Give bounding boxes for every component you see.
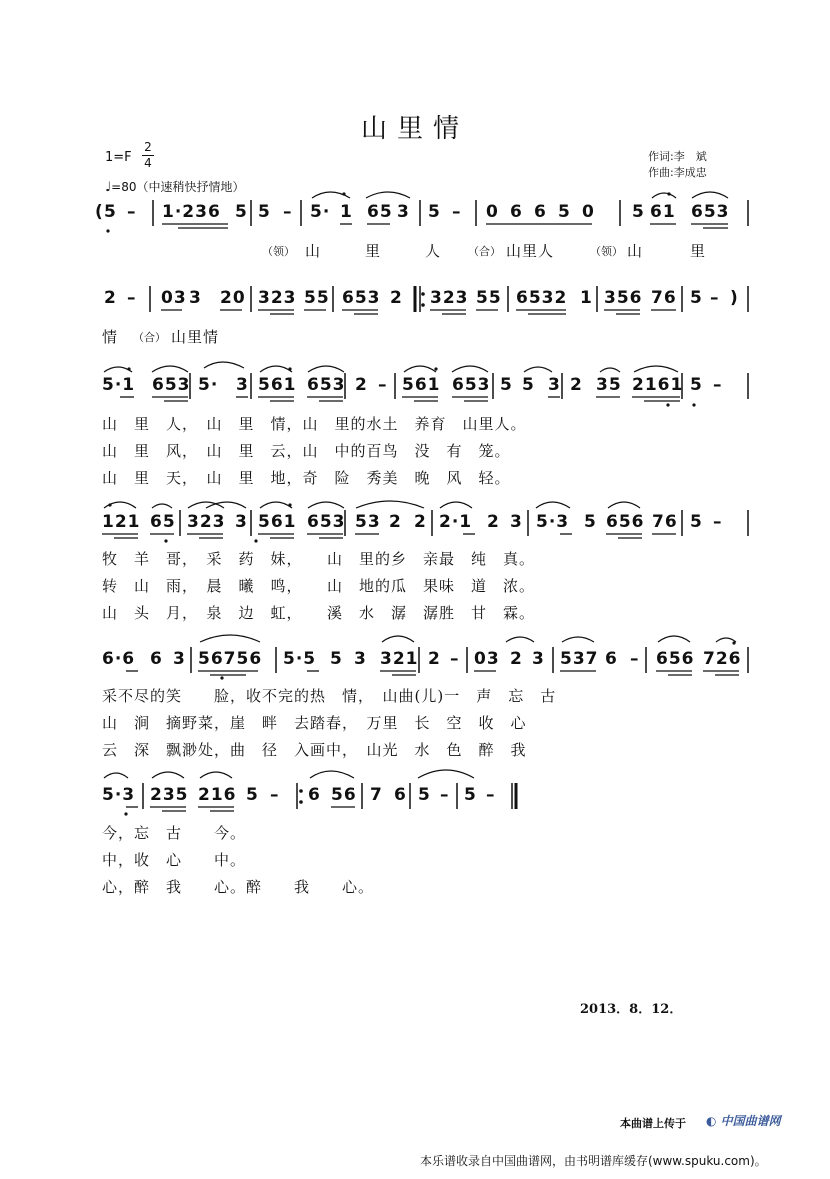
- note-group: 5·: [198, 375, 219, 395]
- composer-credit: 作曲:李成忠: [648, 166, 707, 179]
- note-group: 53: [355, 512, 381, 532]
- slurs: [104, 192, 736, 778]
- note-group: 6: [394, 785, 407, 805]
- note-group: –: [270, 785, 280, 805]
- note-group: 5: [418, 785, 431, 805]
- note-group: 5: [558, 202, 571, 222]
- lyric: （领）: [262, 245, 295, 258]
- note-group: 65: [150, 512, 176, 532]
- quarter-note-icon: ♩: [105, 180, 112, 195]
- note-group: 2: [510, 649, 523, 669]
- note-group: –: [440, 785, 450, 805]
- note-group: –: [710, 288, 720, 308]
- note-group: 5·: [310, 202, 331, 222]
- note-group: 6: [605, 649, 618, 669]
- key-signature: 1=F: [105, 150, 132, 165]
- note-group: 7: [370, 785, 383, 805]
- note-group: 537: [560, 649, 599, 669]
- note-group: 6: [510, 202, 523, 222]
- note-group: 03: [161, 288, 187, 308]
- note-group: 5·1: [102, 375, 136, 395]
- note-group: 2: [104, 288, 117, 308]
- note-group: 1: [580, 288, 593, 308]
- lyric: 山里人: [506, 242, 555, 260]
- note-group: 323: [187, 512, 226, 532]
- note-group: 5: [104, 202, 117, 222]
- note-group: 3: [235, 512, 248, 532]
- lyric-verse-3: 山 里 天， 山 里 地，奇 险 秀美 晚 风 轻。: [102, 469, 511, 487]
- note-group: (: [95, 202, 104, 222]
- lyric: （合）: [133, 331, 166, 344]
- time-denominator: 4: [142, 155, 154, 171]
- note-group: 5: [632, 202, 645, 222]
- note-group: –: [283, 202, 293, 222]
- note-group: 321: [380, 649, 419, 669]
- note-group: 2: [390, 288, 403, 308]
- note-group: 235: [150, 785, 189, 805]
- note-group: 1·236: [162, 202, 221, 222]
- lyricist-credit: 作词:李 斌: [648, 150, 707, 163]
- note-group: 5: [500, 375, 513, 395]
- note-group: 0: [582, 202, 595, 222]
- note-group: –: [713, 512, 723, 532]
- note-group: 2: [570, 375, 583, 395]
- note-group: –: [713, 375, 723, 395]
- date-stamp: 2013．8．12．: [580, 1002, 683, 1017]
- note-group: –: [452, 202, 462, 222]
- lyric: 里: [690, 242, 707, 260]
- note-group: –: [378, 375, 388, 395]
- lyric-verse-1: 牧 羊 哥， 采 药 妹， 山 里的乡 亲最 纯 真。: [102, 550, 536, 568]
- lyric: 山里情: [171, 328, 220, 346]
- note-group: 55: [476, 288, 502, 308]
- note-group: 3: [548, 375, 561, 395]
- note-group: –: [127, 288, 137, 308]
- note-group: 121: [102, 512, 141, 532]
- note-group: 726: [703, 649, 742, 669]
- lyric-verse-1: 今，忘 古 今。: [102, 824, 247, 842]
- lyric: 情: [102, 328, 119, 346]
- note-group: 6532: [516, 288, 568, 308]
- note-group: 5·3: [102, 785, 136, 805]
- lyric: （领）: [590, 245, 623, 258]
- note-group: 653: [342, 288, 381, 308]
- note-group: –: [486, 785, 496, 805]
- note-group: 5: [246, 785, 259, 805]
- note-group: 5: [690, 375, 703, 395]
- note-group: –: [127, 202, 137, 222]
- note-group: 76: [652, 512, 678, 532]
- note-group: 5: [522, 375, 535, 395]
- note-group: 03: [474, 649, 500, 669]
- lyric-verse-2: 山 里 风， 山 里 云，山 中的百鸟 没 有 笼。: [102, 442, 511, 460]
- note-group: 5: [428, 202, 441, 222]
- note-group: 2161: [632, 375, 684, 395]
- lyric-verse-2: 中，收 心 中。: [102, 851, 247, 869]
- note-group: 5: [584, 512, 597, 532]
- tempo-marking: ♩=80（中速稍快抒情地）: [105, 180, 245, 195]
- lyric-verse-2: 山 涧 摘野菜，崖 畔 去踏春， 万里 长 空 收 心: [102, 714, 527, 732]
- note-group: 653: [691, 202, 730, 222]
- site-logo: ◐ 中国曲谱网: [706, 1114, 781, 1128]
- lyric: 里: [365, 242, 382, 260]
- note-group: 561: [258, 512, 297, 532]
- note-group: 2: [414, 512, 427, 532]
- score-title: 山里情: [360, 114, 469, 144]
- note-group: –: [630, 649, 640, 669]
- note-group: 20: [220, 288, 246, 308]
- note-group: 0: [486, 202, 499, 222]
- note-group: 561: [402, 375, 441, 395]
- note-group: 653: [307, 375, 346, 395]
- lyric: （合）: [468, 245, 501, 258]
- note-group: 216: [198, 785, 237, 805]
- note-group: ): [730, 288, 739, 308]
- note-group: 5: [258, 202, 271, 222]
- note-group: 323: [258, 288, 297, 308]
- logo-mark-icon: ◐: [706, 1114, 717, 1128]
- note-group: 5: [330, 649, 343, 669]
- note-group: 656: [656, 649, 695, 669]
- note-group: 3: [236, 375, 249, 395]
- note-group: 2: [487, 512, 500, 532]
- note-group: 3: [189, 288, 202, 308]
- lyric-verse-2: 转 山 雨， 晨 曦 鸣， 山 地的瓜 果味 道 浓。: [102, 577, 536, 595]
- lyric-verse-1: 山 里 人， 山 里 情，山 里的水土 养育 山里人。: [102, 415, 527, 433]
- note-group: 5: [690, 288, 703, 308]
- note-group: 55: [304, 288, 330, 308]
- note-group: 65: [367, 202, 393, 222]
- note-group: 6: [150, 649, 163, 669]
- note-group: –: [450, 649, 460, 669]
- note-group: 3: [354, 649, 367, 669]
- note-group: 56756: [198, 649, 263, 669]
- note-group: 3: [397, 202, 410, 222]
- note-group: 61: [650, 202, 676, 222]
- octave-dots: [106, 192, 735, 815]
- note-group: 5·3: [536, 512, 570, 532]
- lyric-verse-3: 山 头 月， 泉 边 虹， 溪 水 潺 潺胜 甘 霖。: [102, 604, 536, 622]
- note-group: 6·6: [102, 649, 136, 669]
- note-group: 3: [510, 512, 523, 532]
- note-group: 5: [235, 202, 248, 222]
- footer-source: 本乐谱收录自中国曲谱网，由书明谱库缓存(www.spuku.com)。: [420, 1154, 767, 1168]
- note-group: 2: [355, 375, 368, 395]
- rhythm-underlines: [102, 224, 739, 811]
- note-group: 356: [604, 288, 643, 308]
- note-group: 653: [452, 375, 491, 395]
- note-group: 323: [430, 288, 469, 308]
- note-group: 5: [464, 785, 477, 805]
- lyric: 山: [627, 242, 644, 260]
- lyric-verse-1: 采不尽的笑 脸，收不完的热 情， 山曲(儿)一 声 忘 古: [102, 687, 557, 705]
- note-group: 5·5: [283, 649, 317, 669]
- note-group: 6: [308, 785, 321, 805]
- lyric: 山: [305, 242, 322, 260]
- note-group: 3: [173, 649, 186, 669]
- note-group: 56: [331, 785, 357, 805]
- note-group: 3: [532, 649, 545, 669]
- note-group: 656: [606, 512, 645, 532]
- note-group: 35: [596, 375, 622, 395]
- note-group: 5: [690, 512, 703, 532]
- note-group: 6: [534, 202, 547, 222]
- note-group: 653: [152, 375, 191, 395]
- note-group: 653: [307, 512, 346, 532]
- lyric-verse-3: 云 深 飘渺处，曲 径 入画中， 山光 水 色 醉 我: [102, 741, 527, 759]
- lyric: 人: [425, 242, 442, 260]
- upload-note: 本曲谱上传于: [620, 1117, 686, 1130]
- note-group: 1: [340, 202, 353, 222]
- note-group: 2: [389, 512, 402, 532]
- note-group: 2: [428, 649, 441, 669]
- note-group: 76: [651, 288, 677, 308]
- note-group: 561: [258, 375, 297, 395]
- lyric-verse-3: 心，醉 我 心。醉 我 心。: [102, 878, 375, 896]
- time-numerator: 2: [144, 140, 152, 154]
- note-group: 2·1: [439, 512, 473, 532]
